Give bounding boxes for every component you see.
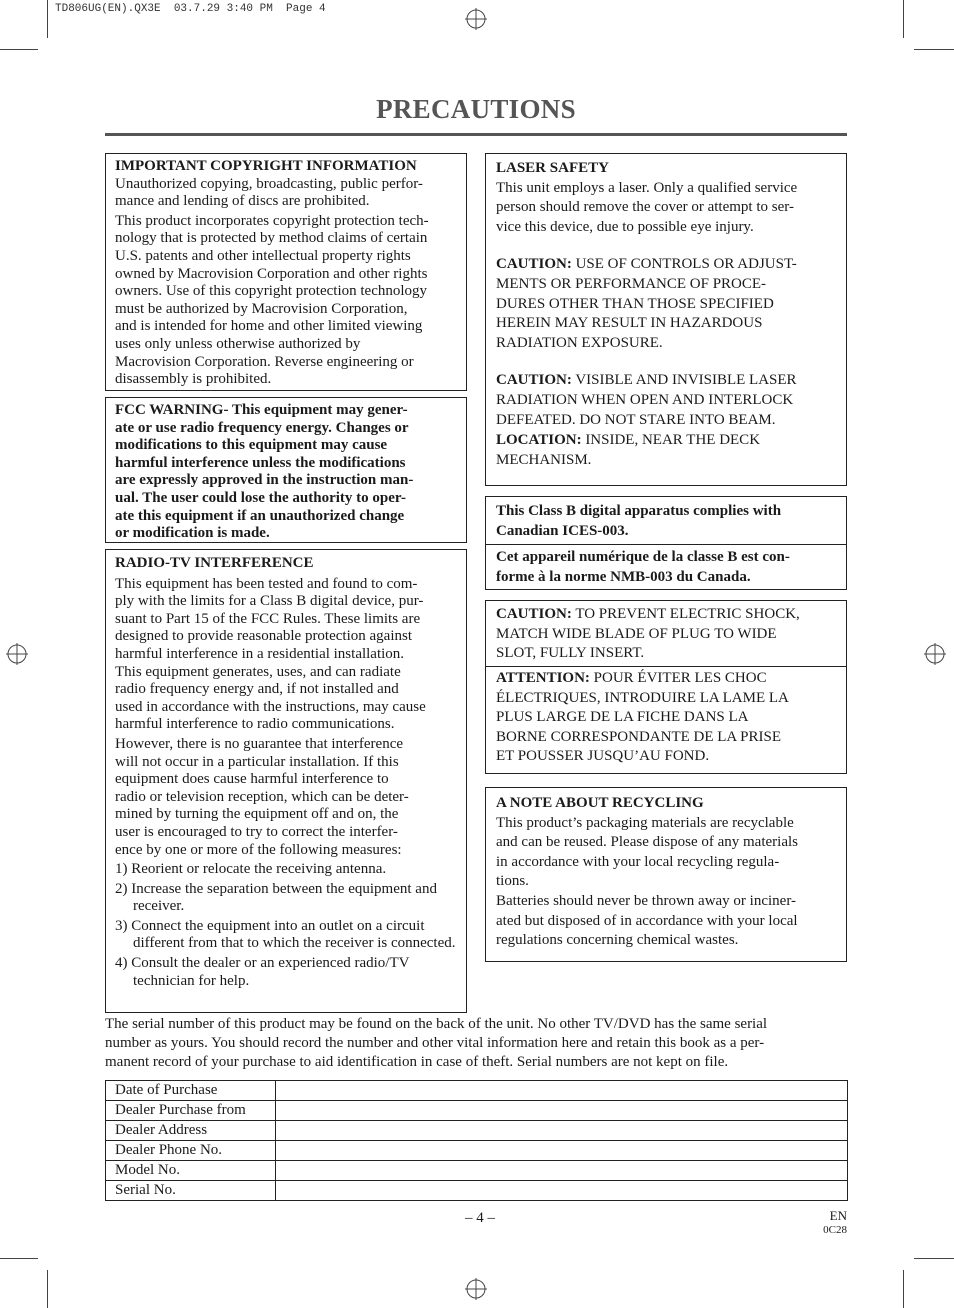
copyright-heading: IMPORTANT COPYRIGHT INFORMATION: [115, 158, 417, 174]
text-line: Macrovision Corporation. Reverse engineering or: [115, 353, 414, 370]
location-label: LOCATION:: [496, 432, 582, 449]
text-line: tions.: [496, 873, 529, 890]
entry-field[interactable]: [276, 1181, 848, 1201]
measure-item: 1) Reorient or relocate the receiving antenna.: [115, 861, 387, 878]
text-line: However, there is no guarantee that interference: [115, 735, 404, 752]
text-line: mance and lending of discs are prohibited.: [115, 193, 370, 210]
entry-field[interactable]: [276, 1121, 848, 1141]
text-line: VISIBLE AND INVISIBLE LASER: [571, 372, 797, 389]
title-rule: [105, 133, 847, 136]
text-line: This unit employs a laser. Only a qualified service: [496, 179, 798, 196]
entry-field[interactable]: [276, 1081, 848, 1101]
text-line: ual. The user could lose the authority to oper-: [115, 489, 406, 506]
text-line: owned by Macrovision Corporation and other rights: [115, 265, 428, 282]
table-row: [106, 1161, 848, 1181]
measure-item: 3) Connect the equipment into an outlet on a circuit different from that to which the receiver is connected.: [115, 917, 456, 952]
text-line: ply with the limits for a Class B digital device, pur-: [115, 593, 424, 610]
entry-field[interactable]: [276, 1101, 848, 1121]
text-line: Cet appareil numérique de la classe B est con-: [496, 549, 790, 565]
caution-label: CAUTION:: [496, 606, 572, 622]
fcc-warning-box: [105, 397, 467, 543]
text-line: or modification is made.: [115, 525, 270, 542]
text-line: equipment does cause harmful interference to: [115, 771, 389, 788]
text-line: harmful interference in a residential installation.: [115, 645, 405, 662]
text-line: harmful interference unless the modifications: [115, 454, 406, 471]
measure-item: 4) Consult the dealer or an experienced radio/TV technician for help.: [115, 955, 410, 989]
text-line: PLUS LARGE DE LA FICHE DANS LA: [496, 709, 749, 725]
text-line: modifications to this equipment may cause: [115, 437, 388, 454]
recycling-heading: A NOTE ABOUT RECYCLING: [496, 795, 704, 811]
text-line: owners. Use of this copyright protection technology: [115, 283, 428, 300]
text-line: Canadian ICES-003.: [496, 522, 629, 539]
table-row: [106, 1101, 848, 1121]
text-line: This equipment has been tested and found to com-: [115, 575, 418, 592]
page-number: – 4 –: [465, 1210, 495, 1226]
text-line: ET POUSSER JUSQU’AU FOND.: [496, 748, 710, 764]
row-label: Date of Purchase: [106, 1081, 276, 1101]
crop-mark: [903, 1270, 904, 1308]
text-line: mined by turning the equipment off and on, the: [115, 806, 399, 823]
radio-heading: RADIO-TV INTERFERENCE: [115, 555, 314, 571]
text-line: number as yours. You should record the number and other vital information here and retain this book as a per-: [105, 1035, 765, 1051]
attention-label: ATTENTION:: [496, 670, 590, 686]
crop-mark: [0, 49, 38, 50]
print-header: TD806UG(EN).QX3E 03.7.29 3:40 PM Page 4: [55, 3, 326, 15]
text-line: vice this device, due to possible eye injury.: [496, 218, 754, 235]
entry-field[interactable]: [276, 1141, 848, 1161]
text-line: U.S. patents and other intellectual property rights: [115, 247, 411, 264]
recycling-box: [485, 787, 847, 962]
table-row: [106, 1181, 848, 1201]
crop-mark: [914, 49, 954, 50]
text-line: Batteries should never be thrown away or inciner-: [496, 892, 797, 909]
table-row: [106, 1081, 848, 1101]
text-line: designed to provide reasonable protection against: [115, 628, 412, 645]
text-line: MECHANISM.: [496, 451, 592, 468]
text-line: ence by one or more of the following measures:: [115, 841, 402, 858]
text-line: in accordance with your local recycling regula-: [496, 853, 780, 870]
electric-shock-box: [485, 600, 847, 774]
language-code: [800, 1209, 847, 1237]
caution-label: CAUTION:: [496, 256, 572, 273]
copyright-box: [105, 153, 467, 391]
text-line: uses only unless otherwise authorized by: [115, 335, 361, 352]
text-line: manent record of your purchase to aid identification in case of theft. Serial numbers are not kept on file.: [105, 1054, 729, 1070]
registration-mark-icon: [465, 1278, 487, 1300]
table-row: [106, 1121, 848, 1141]
text-line: ated but disposed of in accordance with your local: [496, 912, 798, 929]
entry-field[interactable]: [276, 1161, 848, 1181]
purchase-record-table: [105, 1080, 848, 1201]
text-line: DEFEATED. DO NOT STARE INTO BEAM.: [496, 411, 776, 428]
row-label: Dealer Address: [106, 1121, 276, 1141]
caution-label: CAUTION:: [496, 372, 572, 389]
crop-mark: [47, 1270, 48, 1308]
crop-mark: [903, 0, 904, 38]
text-line: INSIDE, NEAR THE DECK: [581, 432, 761, 449]
text-line: USE OF CONTROLS OR ADJUST-: [571, 256, 797, 273]
text-line: regulations concerning chemical wastes.: [496, 932, 739, 949]
radio-tv-box: [105, 549, 467, 1013]
text-line: This Class B digital apparatus complies with: [496, 503, 782, 519]
text-line: user is encouraged to try to correct the interfer-: [115, 823, 398, 840]
language-label: EN: [829, 1208, 847, 1223]
measure-item: 2) Increase the separation between the equipment and receiver.: [115, 880, 437, 915]
text-line: POUR ÉVITER LES CHOC: [589, 670, 767, 686]
row-label: Dealer Phone No.: [106, 1141, 276, 1161]
row-label: Serial No.: [106, 1181, 276, 1201]
text-line: DURES OTHER THAN THOSE SPECIFIED: [496, 295, 774, 312]
table-row: [106, 1141, 848, 1161]
page-title: PRECAUTIONS: [376, 94, 576, 124]
registration-mark-icon: [924, 643, 946, 665]
crop-mark: [47, 0, 48, 38]
text-line: used in accordance with the instructions, may cause: [115, 698, 426, 715]
text-line: This product’s packaging materials are recyclable: [496, 814, 794, 831]
row-label: Dealer Purchase from: [106, 1101, 276, 1121]
text-line: radio frequency energy and, if not installed and: [115, 681, 399, 698]
text-line: person should remove the cover or attempt to ser-: [496, 199, 794, 216]
row-label: Model No.: [106, 1161, 276, 1181]
text-line: ate or use radio frequency energy. Changes or: [115, 419, 409, 436]
doc-code: 0C28: [823, 1224, 847, 1236]
registration-mark-icon: [6, 643, 28, 665]
text-line: MATCH WIDE BLADE OF PLUG TO WIDE: [496, 625, 777, 642]
text-line: BORNE CORRESPONDANTE DE LA PRISE: [496, 728, 782, 745]
text-line: and can be reused. Please dispose of any materials: [496, 834, 798, 851]
text-line: radio or television reception, which can be deter-: [115, 788, 409, 805]
text-line: ate this equipment if an unauthorized change: [115, 507, 405, 524]
text-line: RADIATION EXPOSURE.: [496, 334, 663, 351]
text-line: TO PREVENT ELECTRIC SHOCK,: [571, 606, 800, 622]
text-line: HEREIN MAY RESULT IN HAZARDOUS: [496, 315, 763, 332]
crop-mark: [914, 1258, 954, 1259]
text-line: suant to Part 15 of the FCC Rules. These limits are: [115, 610, 421, 627]
crop-mark: [0, 1258, 38, 1259]
text-line: MENTS OR PERFORMANCE OF PROCE-: [496, 275, 767, 292]
text-line: SLOT, FULLY INSERT.: [496, 645, 645, 661]
text-line: will not occur in a particular installation. If this: [115, 753, 399, 770]
laser-heading: LASER SAFETY: [496, 160, 609, 176]
ices-box: [485, 496, 847, 590]
text-line: disassembly is prohibited.: [115, 371, 272, 388]
text-line: harmful interference to radio communications.: [115, 716, 395, 733]
text-line: This equipment generates, uses, and can radiate: [115, 663, 401, 680]
text-line: nology that is protected by method claims of certain: [115, 230, 428, 247]
serial-paragraph: [105, 1015, 850, 1072]
text-line: must be authorized by Macrovision Corporation,: [115, 300, 408, 317]
registration-mark-icon: [465, 8, 487, 30]
text-line: forme à la norme NMB-003 du Canada.: [496, 568, 751, 585]
text-line: The serial number of this product may be found on the back of the unit. No other TV/DVD has the same serial: [105, 1016, 768, 1032]
text-line: and is intended for home and other limited viewing: [115, 318, 423, 335]
text-line: FCC WARNING- This equipment may gener-: [115, 402, 408, 418]
text-line: Unauthorized copying, broadcasting, public perfor-: [115, 175, 423, 192]
laser-safety-box: [485, 153, 847, 486]
text-line: RADIATION WHEN OPEN AND INTERLOCK: [496, 391, 794, 408]
text-line: This product incorporates copyright protection tech-: [115, 212, 429, 229]
text-line: are expressly approved in the instruction man-: [115, 472, 414, 489]
text-line: ÉLECTRIQUES, INTRODUIRE LA LAME LA: [496, 689, 789, 706]
